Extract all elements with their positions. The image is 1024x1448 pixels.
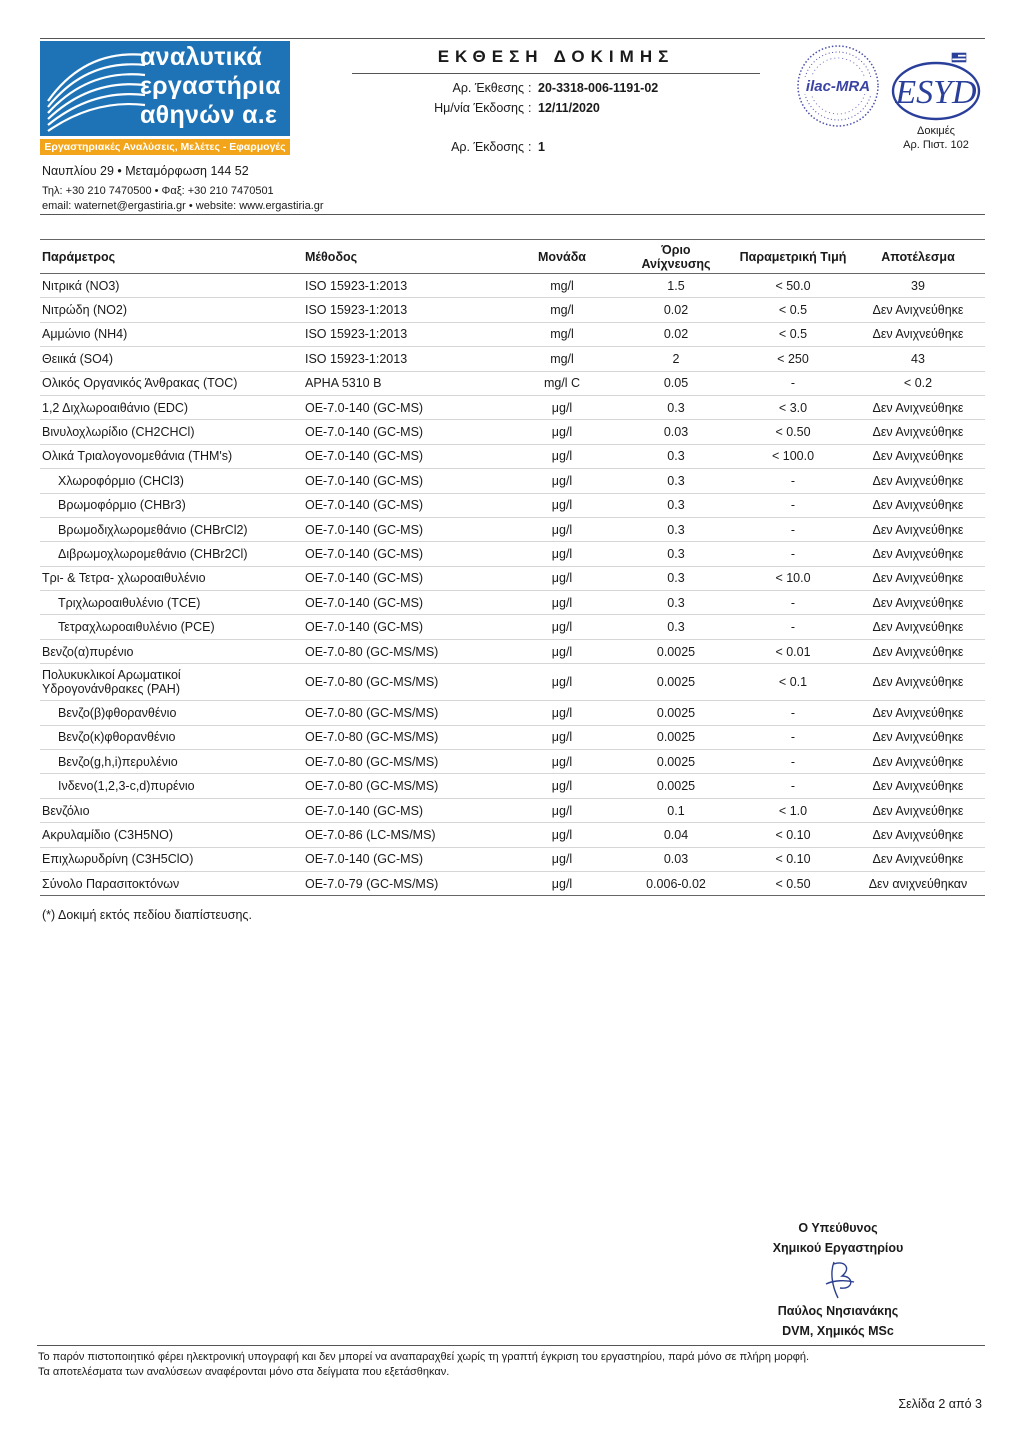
cell-unit: μg/l (507, 615, 617, 639)
cell-parameter-line2: Υδρογονάνθρακες (PAH) (42, 682, 180, 697)
table-row (40, 469, 985, 493)
signatory-credentials: DVM, Χημικός MSc (782, 1324, 894, 1338)
footer-disclaimer-2: Τα αποτελέσματα των αναλύσεων αναφέρονται μόνο στα δείγματα που εξετάσθηκαν. (38, 1366, 450, 1378)
cell-limit: 0.006-0.02 (617, 871, 735, 895)
cell-unit: mg/l (507, 322, 617, 346)
cell-result: Δεν Ανιχνεύθηκε (851, 591, 985, 615)
title-rule (352, 73, 760, 74)
cell-parameter (40, 664, 303, 701)
cell-result: Δεν Ανιχνεύθηκε (851, 774, 985, 798)
cell-parameter: Βενζόλιο (40, 798, 303, 822)
cell-limit: 0.0025 (617, 774, 735, 798)
table-row (40, 517, 985, 541)
cell-unit: μg/l (507, 591, 617, 615)
col-detection-limit-line1: Όριο (661, 242, 691, 257)
cell-method: ISO 15923-1:2013 (303, 298, 507, 322)
cell-parametric-value: < 0.10 (735, 823, 851, 847)
cell-method: ΟΕ-7.0-140 (GC-MS) (303, 517, 507, 541)
cell-parameter: Θειικά (SO4) (40, 347, 303, 371)
issue-date-value: 12/11/2020 (538, 101, 600, 115)
table-row (40, 298, 985, 322)
cell-limit: 0.3 (617, 542, 735, 566)
cell-unit: μg/l (507, 701, 617, 725)
signatory-title-2: Χημικού Εργαστηρίου (772, 1241, 904, 1255)
cell-limit: 0.03 (617, 847, 735, 871)
col-parameter: Παράμετρος (40, 240, 303, 274)
cell-method: ΟΕ-7.0-140 (GC-MS) (303, 798, 507, 822)
cell-limit: 0.05 (617, 371, 735, 395)
cell-result: Δεν Ανιχνεύθηκε (851, 566, 985, 590)
signatory-title-1: Ο Υπεύθυνος (798, 1221, 878, 1235)
cell-parameter: Τρι- & Τετρα- χλωροαιθυλένιο (40, 566, 303, 590)
cell-limit: 2 (617, 347, 735, 371)
colon: : (528, 81, 532, 95)
cell-result: < 0.2 (851, 371, 985, 395)
cell-limit: 0.3 (617, 469, 735, 493)
cell-parametric-value: < 1.0 (735, 798, 851, 822)
cell-limit: 0.02 (617, 322, 735, 346)
cell-method: ΟΕ-7.0-80 (GC-MS/MS) (303, 701, 507, 725)
cell-limit: 0.3 (617, 395, 735, 419)
cell-result: Δεν Ανιχνεύθηκε (851, 725, 985, 749)
accreditation-type: Δοκιμές (917, 125, 955, 137)
cell-result: Δεν Ανιχνεύθηκε (851, 823, 985, 847)
cell-limit: 0.0025 (617, 639, 735, 663)
cell-unit: μg/l (507, 774, 617, 798)
cell-result: Δεν Ανιχνεύθηκε (851, 701, 985, 725)
cell-parametric-value: < 0.10 (735, 847, 851, 871)
cell-parameter: 1,2 Διχλωροαιθάνιο (EDC) (40, 395, 303, 419)
cell-method: APHA 5310 B (303, 371, 507, 395)
esyd-text: ESYD (895, 74, 977, 111)
cell-parameter: Διβρωμοχλωρομεθάνιο (CHBr2Cl) (40, 542, 303, 566)
cell-result: Δεν Ανιχνεύθηκε (851, 517, 985, 541)
table-row (40, 371, 985, 395)
cell-unit: μg/l (507, 517, 617, 541)
cell-result: Δεν Ανιχνεύθηκε (851, 639, 985, 663)
table-row (40, 798, 985, 822)
cell-method: ΟΕ-7.0-80 (GC-MS/MS) (303, 664, 507, 701)
cell-parameter: Ολικός Οργανικός Άνθρακας (TOC) (40, 371, 303, 395)
report-number-label: Αρ. Έκθεσης (452, 81, 524, 95)
cell-parameter: Βρωμοφόρμιο (CHBr3) (40, 493, 303, 517)
cell-parametric-value: - (735, 725, 851, 749)
cell-parameter: Χλωροφόρμιο (CHCl3) (40, 469, 303, 493)
address: Ναυπλίου 29 • Μεταμόρφωση 144 52 (42, 164, 249, 178)
logo-line2: εργαστήρια (140, 72, 281, 100)
table-row (40, 420, 985, 444)
cell-limit: 0.3 (617, 444, 735, 468)
table-body (40, 274, 985, 896)
footer-disclaimer-1: Το παρόν πιστοποιητικό φέρει ηλεκτρονική υπογραφή και δεν μπορεί να αναπαραχθεί χωρίς τη γραπτή έγκριση του εργαστηρίου, παρά μόνο σε πλήρη μορφή. (38, 1351, 810, 1363)
phone-fax: Τηλ: +30 210 7470500 • Φαξ: +30 210 7470501 (42, 185, 274, 197)
cell-parametric-value: - (735, 469, 851, 493)
cell-result: Δεν Ανιχνεύθηκε (851, 798, 985, 822)
cell-parametric-value: < 3.0 (735, 395, 851, 419)
table-row (40, 591, 985, 615)
col-parametric-value: Παραμετρική Τιμή (735, 240, 851, 274)
cell-unit: μg/l (507, 871, 617, 895)
cell-result: Δεν Ανιχνεύθηκε (851, 615, 985, 639)
table-row (40, 542, 985, 566)
cell-method: ΟΕ-7.0-80 (GC-MS/MS) (303, 750, 507, 774)
cell-parameter: Βενζο(α)πυρένιο (40, 639, 303, 663)
cell-parametric-value: < 10.0 (735, 566, 851, 590)
waves-icon (40, 41, 150, 136)
table-row (40, 395, 985, 419)
cell-parameter: Ινδενο(1,2,3-c,d)πυρένιο (40, 774, 303, 798)
cell-parameter: Σύνολο Παρασιτοκτόνων (40, 871, 303, 895)
cell-parameter: Βενζο(β)φθορανθένιο (40, 701, 303, 725)
logo-line3: αθηνών α.ε (140, 101, 278, 129)
cell-parameter: Νιτρώδη (NO2) (40, 298, 303, 322)
cell-unit: μg/l (507, 664, 617, 701)
cell-method: ΟΕ-7.0-80 (GC-MS/MS) (303, 639, 507, 663)
cell-result: Δεν Ανιχνεύθηκε (851, 542, 985, 566)
top-rule (40, 38, 985, 39)
cell-result: Δεν Ανιχνεύθηκε (851, 469, 985, 493)
table-row (40, 774, 985, 798)
cell-parametric-value: - (735, 701, 851, 725)
cell-limit: 0.0025 (617, 750, 735, 774)
cell-parametric-value: - (735, 371, 851, 395)
company-logo (40, 41, 290, 155)
cell-unit: mg/l C (507, 371, 617, 395)
footer-rule (37, 1345, 985, 1346)
cell-limit: 0.02 (617, 298, 735, 322)
cell-result: Δεν Ανιχνεύθηκε (851, 444, 985, 468)
cell-parameter-line1: Πολυκυκλικοί Αρωματικοί (42, 668, 181, 683)
report-number-value: 20-3318-006-1191-02 (538, 81, 659, 95)
colon: : (528, 101, 532, 115)
table-row (40, 750, 985, 774)
cell-unit: μg/l (507, 750, 617, 774)
cell-parameter: Τριχλωροαιθυλένιο (TCE) (40, 591, 303, 615)
cell-result: Δεν Ανιχνεύθηκε (851, 298, 985, 322)
cell-result: 39 (851, 274, 985, 298)
cell-result: 43 (851, 347, 985, 371)
cell-method: ISO 15923-1:2013 (303, 322, 507, 346)
cell-limit: 0.3 (617, 517, 735, 541)
signature-mark (820, 1258, 860, 1300)
table-row (40, 444, 985, 468)
cell-parametric-value: - (735, 517, 851, 541)
cell-parameter: Νιτρικά (NO3) (40, 274, 303, 298)
table-row (40, 493, 985, 517)
ilac-text: ilac-MRA (805, 78, 871, 95)
cell-parametric-value: < 0.50 (735, 871, 851, 895)
cell-result: Δεν Ανιχνεύθηκε (851, 395, 985, 419)
cell-method: ΟΕ-7.0-80 (GC-MS/MS) (303, 774, 507, 798)
cell-parametric-value: - (735, 774, 851, 798)
cell-parameter: Βινυλοχλωρίδιο (CH2CHCl) (40, 420, 303, 444)
cell-result: Δεν Ανιχνεύθηκε (851, 322, 985, 346)
header-rule (40, 214, 985, 215)
cell-result: Δεν Ανιχνεύθηκε (851, 420, 985, 444)
cell-unit: μg/l (507, 725, 617, 749)
cell-unit: μg/l (507, 798, 617, 822)
cell-unit: μg/l (507, 395, 617, 419)
col-result: Αποτέλεσμα (851, 240, 985, 274)
cell-parametric-value: - (735, 750, 851, 774)
table-row (40, 322, 985, 346)
cell-method: ΟΕ-7.0-140 (GC-MS) (303, 615, 507, 639)
cell-unit: μg/l (507, 420, 617, 444)
cell-limit: 0.3 (617, 493, 735, 517)
cell-result: Δεν Ανιχνεύθηκε (851, 847, 985, 871)
table-row (40, 664, 985, 701)
email-web: email: waternet@ergastiria.gr • website: www.ergastiria.gr (42, 200, 324, 212)
cell-unit: mg/l (507, 274, 617, 298)
table-row (40, 725, 985, 749)
cell-limit: 0.1 (617, 798, 735, 822)
col-method: Μέθοδος (303, 240, 507, 274)
cell-limit: 0.3 (617, 591, 735, 615)
issue-date-label: Ημ/νία Έκδοσης (434, 101, 524, 115)
cell-method: ISO 15923-1:2013 (303, 274, 507, 298)
signatory-name: Παύλος Νησιανάκης (777, 1304, 899, 1318)
cell-parametric-value: - (735, 493, 851, 517)
col-detection-limit (617, 240, 735, 274)
report-title: ΕΚΘΕΣΗ ΔΟΚΙΜΗΣ (437, 47, 675, 66)
cell-method: ΟΕ-7.0-140 (GC-MS) (303, 420, 507, 444)
table-row (40, 701, 985, 725)
cell-parametric-value: - (735, 591, 851, 615)
cell-limit: 0.03 (617, 420, 735, 444)
cell-parameter: Επιχλωρυδρίνη (C3H5ClO) (40, 847, 303, 871)
logo-text (140, 43, 281, 130)
cell-method: ΟΕ-7.0-86 (LC-MS/MS) (303, 823, 507, 847)
cell-parameter: Ακρυλαμίδιο (C3H5NO) (40, 823, 303, 847)
cell-unit: mg/l (507, 347, 617, 371)
cell-limit: 1.5 (617, 274, 735, 298)
results-table (40, 239, 985, 896)
accreditation-note: (*) Δοκιμή εκτός πεδίου διαπίστευσης. (42, 908, 252, 922)
esyd-logo (890, 51, 982, 123)
cell-method: ISO 15923-1:2013 (303, 347, 507, 371)
cell-method: ΟΕ-7.0-140 (GC-MS) (303, 591, 507, 615)
cell-unit: μg/l (507, 469, 617, 493)
cell-unit: μg/l (507, 823, 617, 847)
cell-method: ΟΕ-7.0-140 (GC-MS) (303, 542, 507, 566)
cell-method: ΟΕ-7.0-140 (GC-MS) (303, 847, 507, 871)
cell-unit: μg/l (507, 639, 617, 663)
accreditation-number: Αρ. Πιστ. 102 (903, 139, 969, 151)
colon: : (528, 140, 532, 154)
page-number: Σελίδα 2 από 3 (898, 1397, 982, 1411)
table-header (40, 240, 985, 274)
cell-limit: 0.0025 (617, 664, 735, 701)
cell-unit: μg/l (507, 493, 617, 517)
issue-number-label: Αρ. Έκδοσης (451, 140, 524, 154)
table-row (40, 615, 985, 639)
cell-unit: μg/l (507, 444, 617, 468)
cell-parameter: Ολικά Τριαλογονομεθάνια (THM's) (40, 444, 303, 468)
cell-parametric-value: < 0.1 (735, 664, 851, 701)
table-row (40, 566, 985, 590)
cell-method: ΟΕ-7.0-140 (GC-MS) (303, 493, 507, 517)
cell-parametric-value: < 100.0 (735, 444, 851, 468)
cell-limit: 0.04 (617, 823, 735, 847)
cell-parameter: Αμμώνιο (NH4) (40, 322, 303, 346)
cell-parametric-value: - (735, 615, 851, 639)
cell-parameter: Βρωμοδιχλωρομεθάνιο (CHBrCl2) (40, 517, 303, 541)
cell-parametric-value: - (735, 542, 851, 566)
header-row (40, 240, 985, 274)
ilac-mra-logo (796, 44, 880, 128)
cell-method: ΟΕ-7.0-140 (GC-MS) (303, 566, 507, 590)
cell-method: ΟΕ-7.0-140 (GC-MS) (303, 395, 507, 419)
cell-parameter: Βενζο(g,h,i)περυλένιο (40, 750, 303, 774)
cell-method: ΟΕ-7.0-140 (GC-MS) (303, 444, 507, 468)
cell-parametric-value: < 0.5 (735, 298, 851, 322)
table-row (40, 274, 985, 298)
cell-limit: 0.0025 (617, 701, 735, 725)
table-row (40, 871, 985, 895)
table-row (40, 823, 985, 847)
cell-result: Δεν Ανιχνεύθηκε (851, 664, 985, 701)
cell-limit: 0.3 (617, 615, 735, 639)
cell-limit: 0.0025 (617, 725, 735, 749)
col-unit: Μονάδα (507, 240, 617, 274)
table-row (40, 347, 985, 371)
issue-number-value: 1 (538, 140, 545, 154)
logo-line1: αναλυτικά (140, 43, 262, 71)
cell-unit: μg/l (507, 566, 617, 590)
col-detection-limit-line2: Ανίχνευσης (641, 256, 711, 271)
cell-result: Δεν Ανιχνεύθηκε (851, 750, 985, 774)
cell-result: Δεν Ανιχνεύθηκε (851, 493, 985, 517)
cell-parametric-value: < 0.50 (735, 420, 851, 444)
cell-unit: mg/l (507, 298, 617, 322)
logo-box (40, 41, 290, 136)
cell-method: ΟΕ-7.0-140 (GC-MS) (303, 469, 507, 493)
cell-unit: μg/l (507, 542, 617, 566)
cell-parametric-value: < 50.0 (735, 274, 851, 298)
table-row (40, 847, 985, 871)
cell-method: ΟΕ-7.0-80 (GC-MS/MS) (303, 725, 507, 749)
cell-result: Δεν ανιχνεύθηκαν (851, 871, 985, 895)
cell-parametric-value: < 0.5 (735, 322, 851, 346)
logo-tagline: Εργαστηριακές Αναλύσεις, Μελέτες - Εφαρμογές (40, 139, 290, 155)
table-row (40, 639, 985, 663)
cell-limit: 0.3 (617, 566, 735, 590)
cell-unit: μg/l (507, 847, 617, 871)
cell-parametric-value: < 0.01 (735, 639, 851, 663)
cell-parameter: Τετραχλωροαιθυλένιο (PCE) (40, 615, 303, 639)
cell-parametric-value: < 250 (735, 347, 851, 371)
cell-parameter: Βενζο(κ)φθορανθένιο (40, 725, 303, 749)
cell-method: ΟΕ-7.0-79 (GC-MS/MS) (303, 871, 507, 895)
